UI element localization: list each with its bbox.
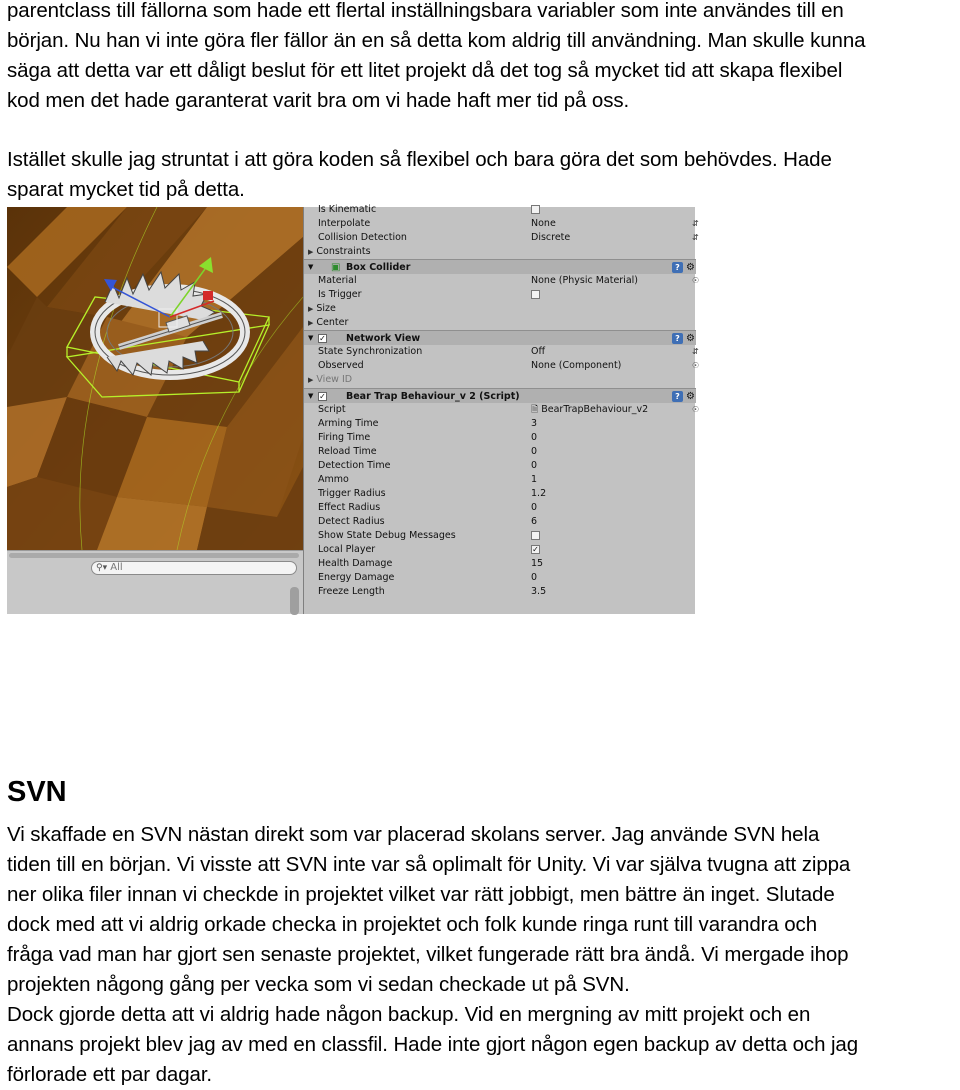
inspector-row-is-kinematic: Is Kinematic	[304, 203, 696, 217]
unity-editor-screenshot	[7, 204, 700, 614]
trigger-radius-field[interactable]: 1.2	[531, 488, 547, 499]
triangle-down-icon: ▼	[308, 392, 314, 400]
object-picker-icon[interactable]: ☉	[692, 276, 700, 285]
box-collider-header[interactable]	[304, 259, 696, 274]
inspector-row-trigger-radius: Trigger Radius 1.2	[318, 488, 547, 499]
inspector-row-script: Script 🗎 BearTrapBehaviour_v2 ☉	[318, 404, 700, 415]
magnifier-icon: ⚲▾	[96, 563, 108, 573]
object-picker-icon[interactable]: ☉	[692, 361, 700, 370]
component-title: Box Collider	[346, 262, 411, 273]
state-sync-dropdown[interactable]: Off	[531, 346, 546, 357]
help-icon[interactable]: ?	[672, 391, 683, 402]
triangle-right-icon: ▶	[308, 305, 314, 313]
ammo-field[interactable]: 1	[531, 474, 538, 485]
box-collider-icon: ▣	[331, 262, 341, 273]
script-file-icon: 🗎	[531, 405, 539, 415]
local-player-checkbox[interactable]: ✓	[532, 545, 539, 554]
section-heading-svn: SVN	[7, 776, 67, 808]
inspector-row-effect-radius: Effect Radius 0	[318, 502, 538, 513]
gear-icon[interactable]: ⚙	[686, 262, 695, 273]
hierarchy-search-input[interactable]	[91, 561, 297, 575]
inspector-row-firing-time: Firing Time 0	[318, 432, 538, 443]
collision-detection-dropdown[interactable]: Discrete	[531, 232, 571, 243]
bear-trap-script-header[interactable]	[304, 388, 696, 403]
horizontal-scrollbar[interactable]	[9, 553, 299, 558]
size-foldout[interactable]: ▶ Size	[308, 303, 336, 314]
inspector-row-is-trigger: Is Trigger	[304, 288, 696, 302]
script-enabled-checkbox[interactable]: ✓	[319, 392, 326, 401]
constraints-foldout[interactable]: ▶ Constraints	[308, 246, 371, 257]
text-line: förlorade ett par dagar.	[7, 1063, 213, 1086]
inspector-row-collision-detection: Collision Detection Discrete ⇵	[318, 232, 699, 243]
material-field[interactable]: None (Physic Material)	[531, 275, 639, 286]
script-field[interactable]: 🗎 BearTrapBehaviour_v2	[531, 404, 649, 415]
text-line: säga att detta var ett dåligt beslut för ett litet projekt då det tog så mycket tid att skapa flexibel	[7, 59, 843, 82]
is-kinematic-checkbox[interactable]	[531, 205, 540, 214]
text-line: kod men det hade garanterat varit bra om vi hade haft mer tid på oss.	[7, 89, 630, 112]
object-picker-icon[interactable]: ☉	[692, 405, 700, 414]
arming-time-field[interactable]: 3	[531, 418, 538, 429]
inspector-row-detection-time: Detection Time 0	[318, 460, 538, 471]
triangle-right-icon: ▶	[308, 248, 314, 256]
text-line: tiden till en början. Vi visste att SVN inte var så oplimalt för Unity. Vi var själva tvugna att zippa	[7, 853, 851, 876]
inspector-row-state-sync: State Synchronization Off ⇵	[318, 346, 699, 357]
center-foldout[interactable]: ▶ Center	[308, 317, 349, 328]
text-line: dock med att vi aldrig orkade checka in projektet och folk kunde ringa runt till varandra och	[7, 913, 818, 936]
text-line: Istället skulle jag struntat i att göra koden så flexibel och bara göra det som behövdes. Hade	[7, 148, 832, 171]
firing-time-field[interactable]: 0	[531, 432, 538, 443]
inspector-row-health-damage: Health Damage 15	[318, 558, 544, 569]
text-line: Dock gjorde detta att vi aldrig hade någon backup. Vid en mergning av mitt projekt och en	[7, 1003, 811, 1026]
text-line: parentclass till fällorna som hade ett flertal inställningsbara variabler som inte användes till en	[7, 0, 844, 22]
is-trigger-checkbox[interactable]	[531, 290, 540, 299]
inspector-row-freeze-length: Freeze Length 3.5	[318, 586, 547, 597]
inspector-row-detect-radius: Detect Radius 6	[318, 516, 538, 527]
reload-time-field[interactable]: 0	[531, 446, 538, 457]
component-title: Bear Trap Behaviour_v 2 (Script)	[346, 391, 520, 402]
observed-field[interactable]: None (Component)	[531, 360, 622, 371]
health-damage-field[interactable]: 15	[531, 558, 544, 569]
text-line: Vi skaffade en SVN nästan direkt som var placerad skolans server. Jag använde SVN hela	[7, 823, 820, 846]
gear-icon[interactable]: ⚙	[686, 391, 695, 402]
inspector-row-energy-damage: Energy Damage 0	[318, 572, 538, 583]
effect-radius-field[interactable]: 0	[531, 502, 538, 513]
triangle-right-icon: ▶	[308, 376, 314, 384]
help-icon[interactable]: ?	[672, 262, 683, 273]
inspector-row-debug-messages: Show State Debug Messages	[304, 529, 696, 543]
text-line: sparat mycket tid på detta.	[7, 178, 245, 201]
triangle-down-icon: ▼	[308, 263, 314, 271]
text-line: början. Nu han vi inte göra fler fällor än en så detta kom aldrig till användning. Man skulle kunna	[7, 29, 866, 52]
search-placeholder: All	[110, 562, 123, 573]
detection-time-field[interactable]: 0	[531, 460, 538, 471]
scene-view-panel	[7, 207, 303, 614]
dropdown-arrows-icon: ⇵	[692, 233, 699, 242]
vertical-scrollbar[interactable]	[290, 587, 299, 615]
paragraph-reflection	[7, 145, 957, 205]
inspector-row-arming-time: Arming Time 3	[318, 418, 538, 429]
inspector-row-observed: Observed None (Component) ☉	[318, 360, 700, 371]
gear-icon[interactable]: ⚙	[686, 333, 695, 344]
text-line: ner olika filer innan vi checkde in projektet vilket var rätt jobbigt, men bättre än inget. Slutade	[7, 883, 835, 906]
scene-toolbar	[7, 550, 303, 614]
triangle-down-icon: ▼	[308, 334, 314, 342]
view-id-foldout[interactable]: ▶ View ID	[308, 374, 353, 385]
network-view-header[interactable]	[304, 330, 696, 345]
bear-trap-scene	[7, 207, 303, 550]
detect-radius-field[interactable]: 6	[531, 516, 538, 527]
triangle-right-icon: ▶	[308, 319, 314, 327]
debug-messages-checkbox[interactable]	[531, 531, 540, 540]
inspector-row-local-player: Local Player ✓	[318, 544, 539, 555]
component-title: Network View	[346, 333, 421, 344]
dropdown-arrows-icon: ⇵	[692, 219, 699, 228]
inspector-row-ammo: Ammo 1	[318, 474, 538, 485]
help-icon[interactable]: ?	[672, 333, 683, 344]
inspector-row-interpolate: Interpolate None ⇵	[318, 218, 699, 229]
text-line: fråga vad man har gjort sen senaste projektet, vilket fungerade rätt bra ändå. Vi mergade ihop	[7, 943, 849, 966]
energy-damage-field[interactable]: 0	[531, 572, 538, 583]
text-line: projekten någong gång per vecka som vi sedan checkade ut på SVN.	[7, 973, 630, 996]
interpolate-dropdown[interactable]: None	[531, 218, 556, 229]
paragraph-intro	[7, 0, 957, 116]
paragraph-svn	[7, 820, 957, 1090]
dropdown-arrows-icon: ⇵	[692, 347, 699, 356]
text-line: annans projekt blev jag av med en classfil. Hade inte gjort någon egen backup av detta och jag	[7, 1033, 859, 1056]
network-view-enabled-checkbox[interactable]: ✓	[319, 334, 326, 343]
freeze-length-field[interactable]: 3.5	[531, 586, 547, 597]
inspector-panel	[303, 204, 700, 614]
inspector-row-reload-time: Reload Time 0	[318, 446, 538, 457]
inspector-row-material: Material None (Physic Material) ☉	[318, 275, 700, 286]
